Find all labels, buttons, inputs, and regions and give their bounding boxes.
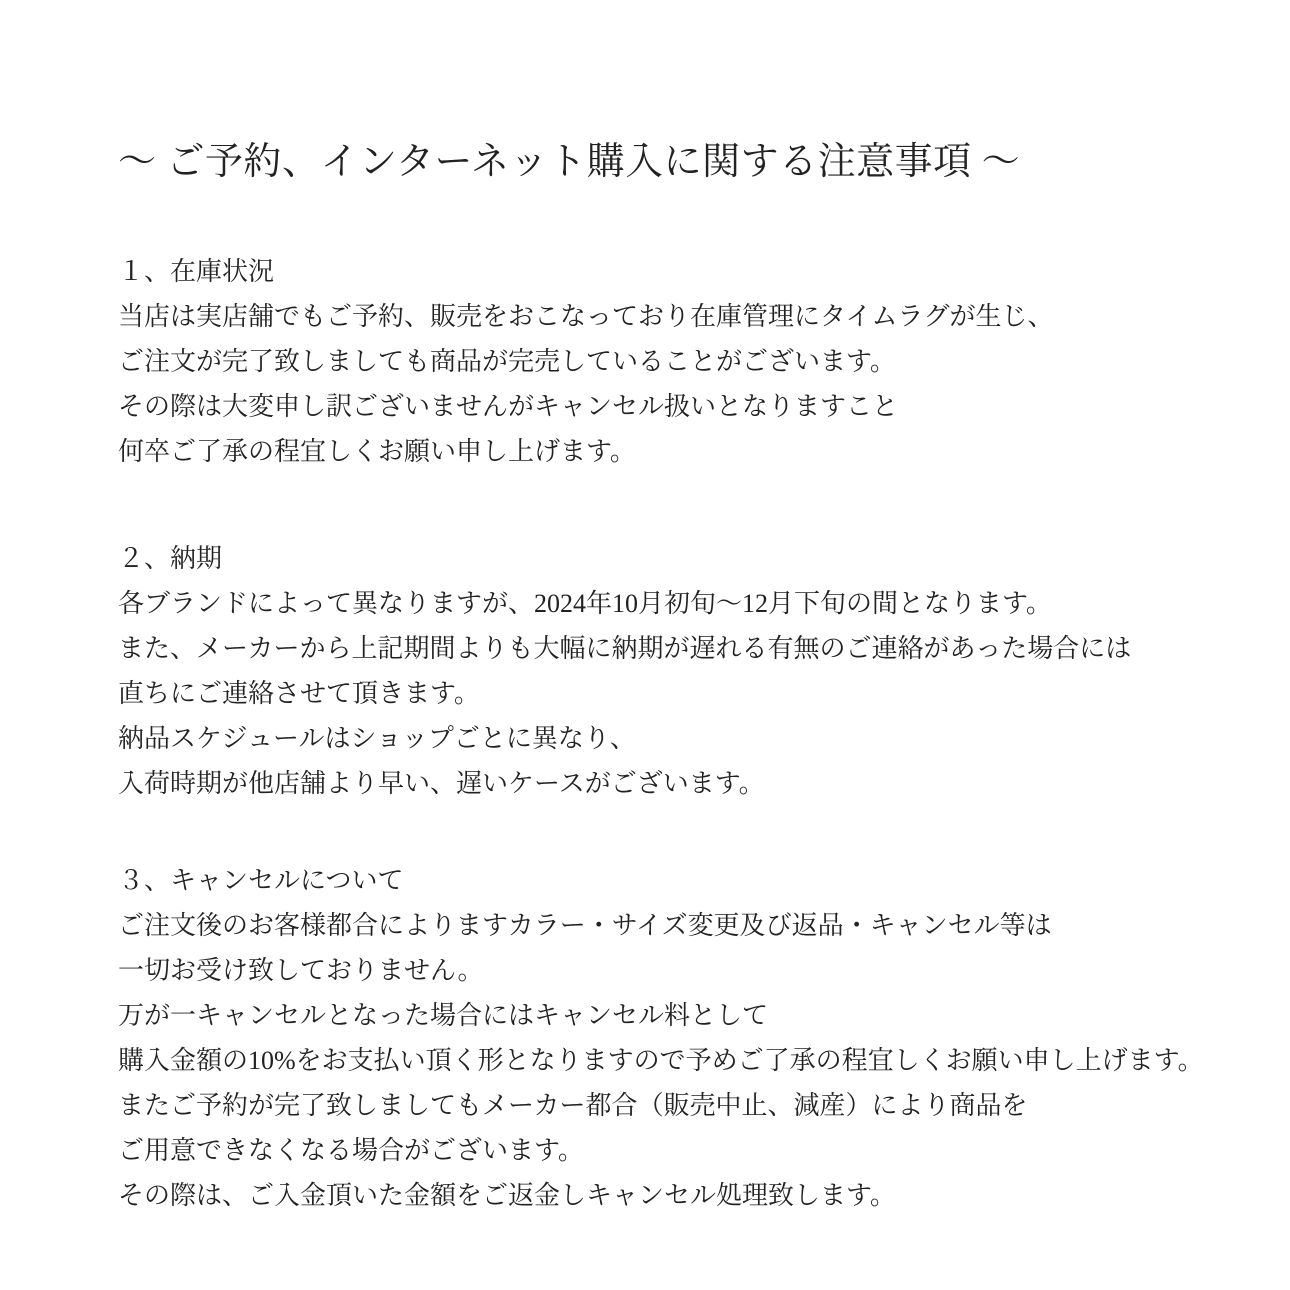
section-heading: ２、納期 (118, 544, 223, 574)
section-cancellation (118, 858, 1240, 1218)
text-line: また、メーカーから上記期間よりも大幅に納期が遅れる有無のご連絡があった場合には (118, 634, 1132, 664)
text-line: 購入金額の10%をお支払い頂く形となりますので予めご了承の程宜しくお願い申し上げます。 (118, 1046, 1204, 1076)
page-title: 〜 ご予約、インターネット購入に関する注意事項 〜 (118, 141, 1021, 184)
section-delivery-time (118, 536, 1240, 806)
text-line: 直ちにご連絡させて頂きます。 (118, 679, 480, 709)
text-line: その際は、ご入金頂いた金額をご返金しキャンセル処理致します。 (118, 1181, 896, 1211)
section-heading: １、在庫状況 (118, 257, 275, 287)
text-line: 入荷時期が他店舗より早い、遅いケースがございます。 (118, 769, 765, 799)
text-line: 当店は実店舗でもご予約、販売をおこなっており在庫管理にタイムラグが生じ、 (118, 302, 1054, 332)
section-heading: ３、キャンセルについて (118, 866, 404, 896)
text-line: ご用意できなくなる場合がございます。 (118, 1136, 584, 1166)
text-line: その際は大変申し訳ございませんがキャンセル扱いとなりますこと (118, 392, 899, 422)
text-line: ご注文後のお客様都合によりますカラー・サイズ変更及び返品・キャンセル等は (118, 911, 1052, 941)
text-line: 万が一キャンセルとなった場合にはキャンセル料として (118, 1001, 769, 1031)
text-line: ご注文が完了致しましても商品が完売していることがございます。 (118, 347, 896, 377)
text-line: 一切お受け致しておりません。 (118, 956, 484, 986)
text-line: 納品スケジュールはショップごとに異なり、 (118, 724, 636, 754)
section-stock-status (118, 249, 1240, 474)
text-line: 何卒ご了承の程宜しくお願い申し上げます。 (118, 437, 636, 467)
text-line: 各ブランドによって異なりますが、2024年10月初旬～12月下旬の間となります。 (118, 589, 1052, 619)
text-line: またご予約が完了致しましてもメーカー都合（販売中止、減産）により商品を (118, 1091, 1028, 1121)
